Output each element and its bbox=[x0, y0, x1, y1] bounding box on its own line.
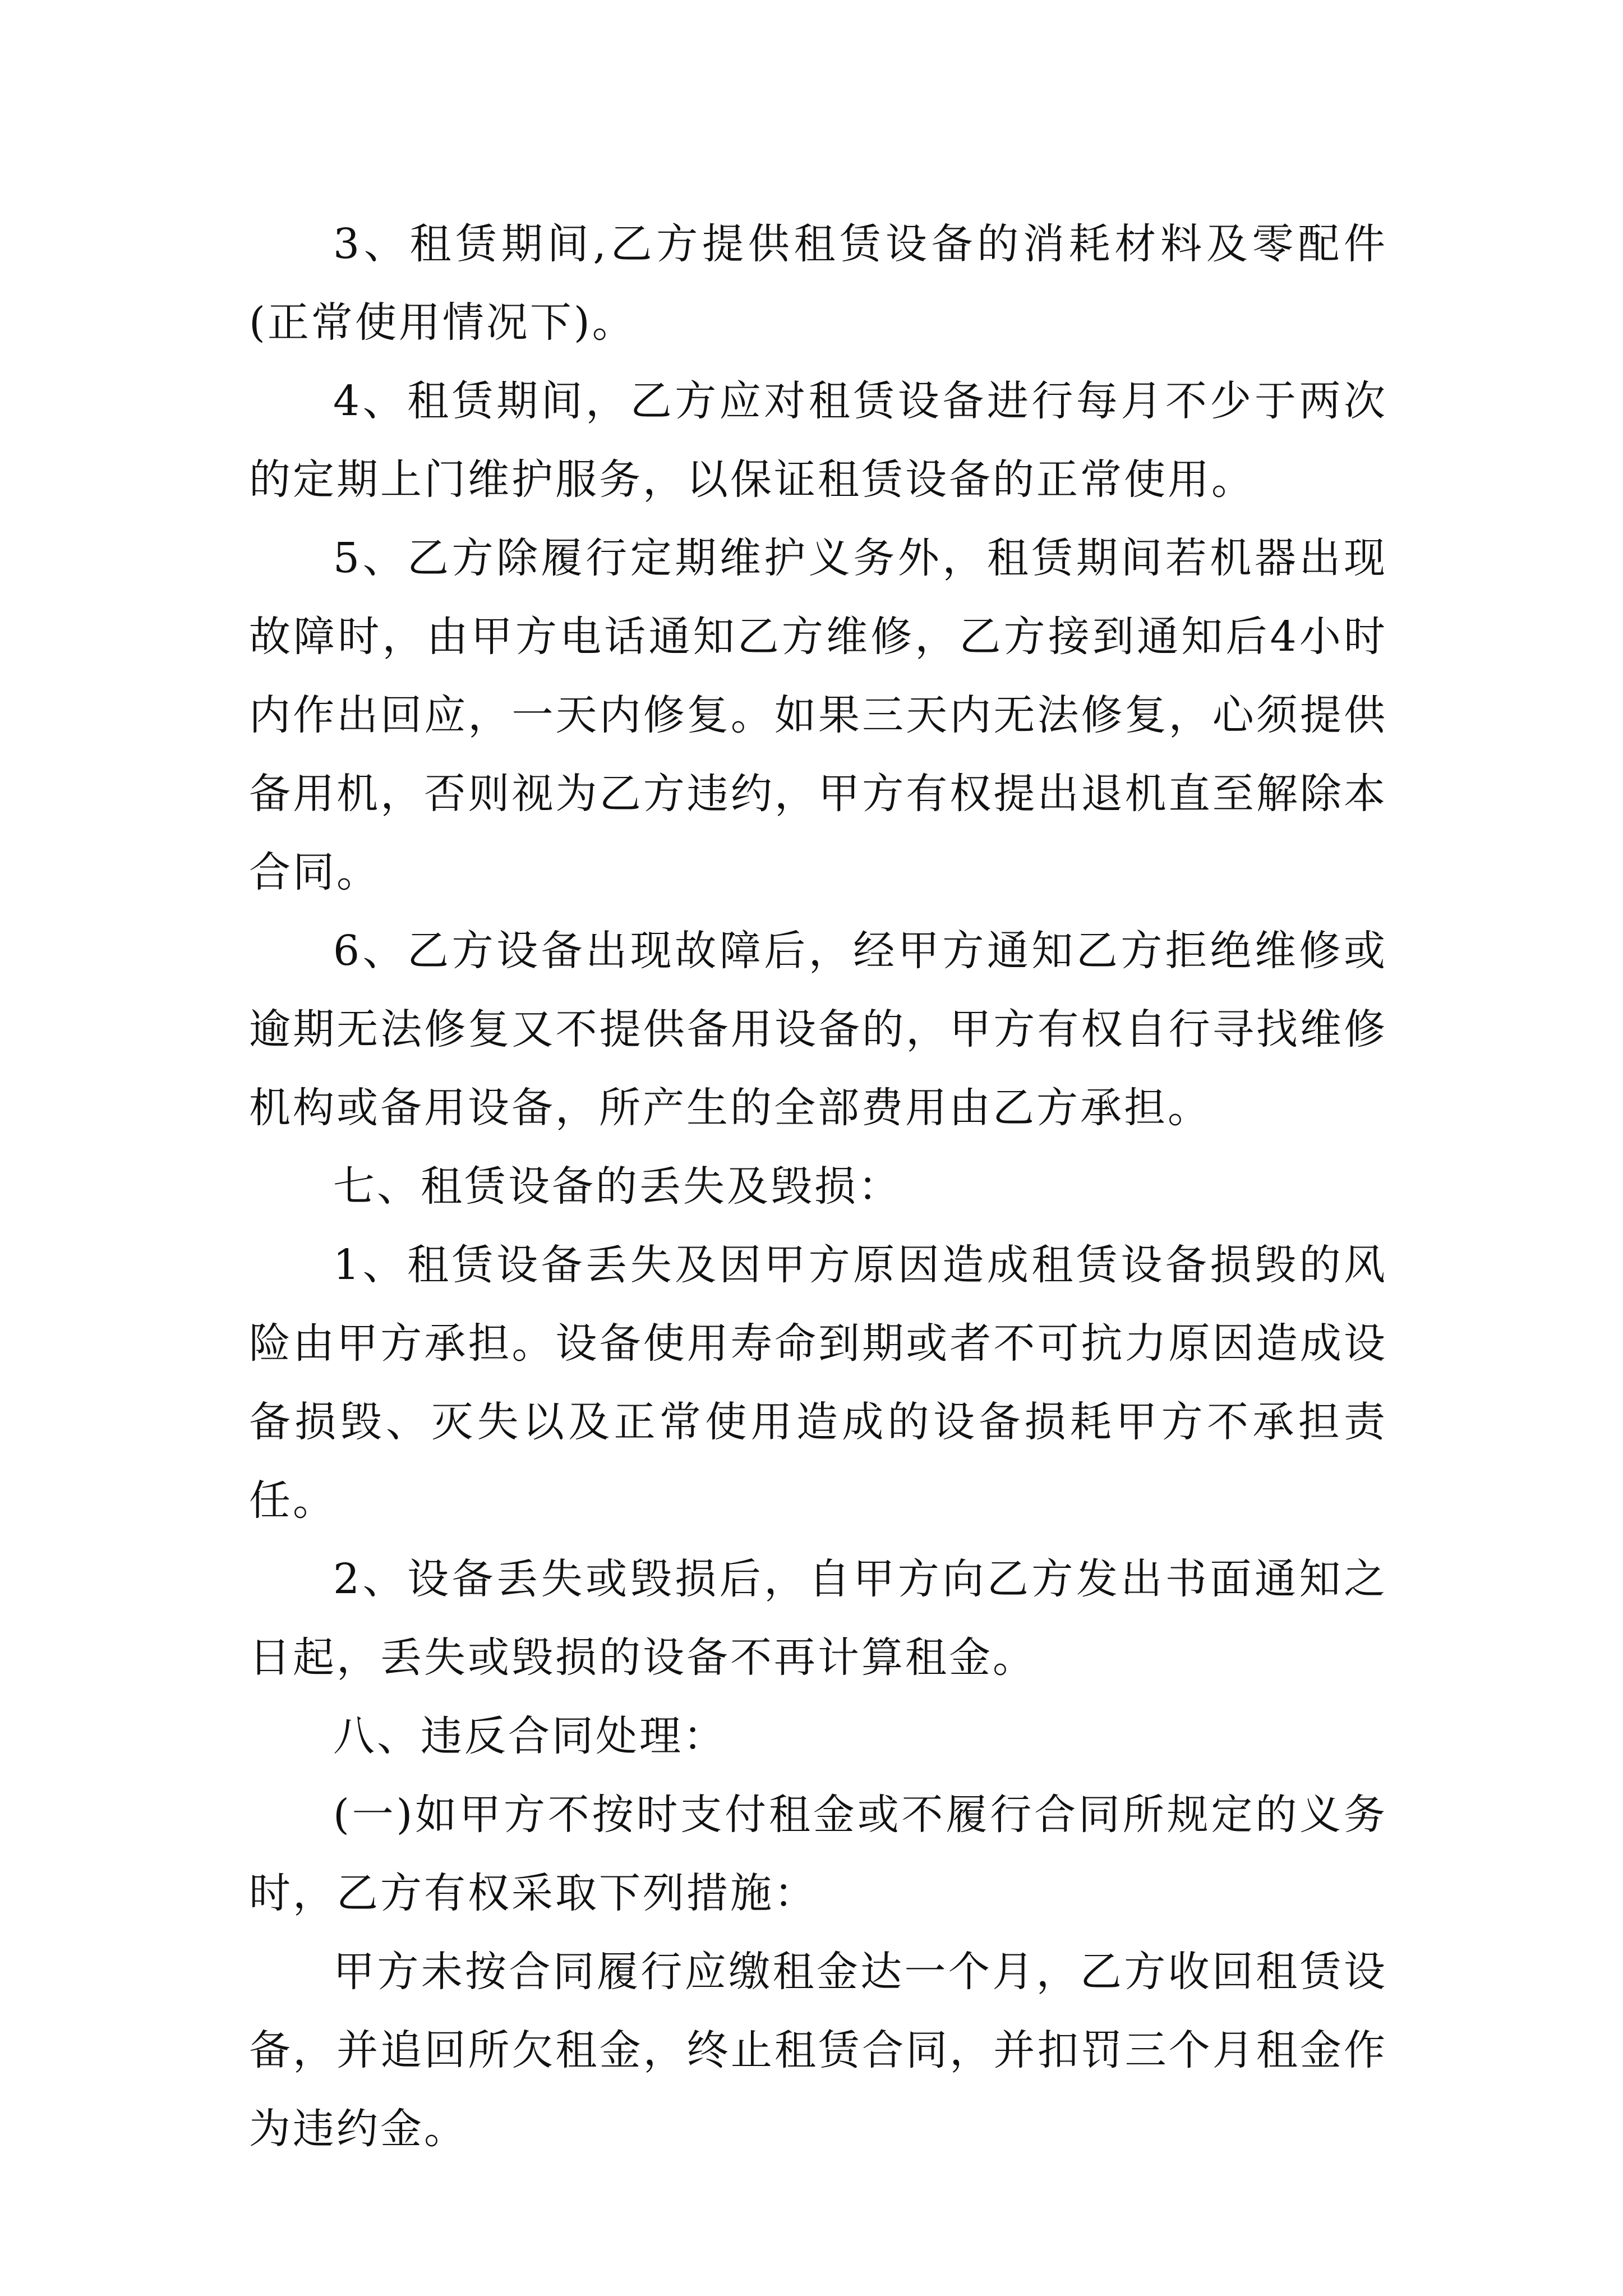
clause-7-2: 2、设备丢失或毁损后，自甲方向乙方发出书面通知之日起，丢失或毁损的设备不再计算租金。 bbox=[249, 1555, 1387, 1682]
clause-8-1-detail: 甲方未按合同履行应缴租金达一个月，乙方收回租赁设备，并追回所欠租金，终止租赁合同，并扣罚三个月租金作为违约金。 bbox=[249, 1948, 1387, 2153]
section-8-heading: 八、违反合同处理： bbox=[333, 1712, 727, 1760]
clause-8-1: (一)如甲方不按时支付租金或不履行合同所规定的义务时，乙方有权采取下列措施： bbox=[249, 1791, 1387, 1917]
clause-6-3: 3、租赁期间,乙方提供租赁设备的消耗材料及零配件(正常使用情况下)。 bbox=[249, 220, 1387, 347]
clause-6-4: 4、租赁期间，乙方应对租赁设备进行每月不少于两次的定期上门维护服务，以保证租赁设备的正常使用。 bbox=[249, 377, 1387, 504]
section-7-heading: 七、租赁设备的丢失及毁损： bbox=[333, 1162, 902, 1211]
clause-6-5: 5、乙方除履行定期维护义务外，租赁期间若机器出现故障时，由甲方电话通知乙方维修，乙方接到通知后4小时内作出回应，一天内修复。如果三天内无法修复，心须提供备用机，否则视为乙方违约，甲方有权提出退机直至解除本合同。 bbox=[249, 534, 1387, 896]
clause-6-6: 6、乙方设备出现故障后，经甲方通知乙方拒绝维修或逾期无法修复又不提供备用设备的，甲方有权自行寻找维修机构或备用设备，所产生的全部费用由乙方承担。 bbox=[249, 927, 1387, 1132]
clause-7-1: 1、租赁设备丢失及因甲方原因造成租赁设备损毁的风险由甲方承担。设备使用寿命到期或者不可抗力原因造成设备损毁、灭失以及正常使用造成的设备损耗甲方不承担责任。 bbox=[249, 1241, 1387, 1525]
document-body bbox=[249, 205, 1387, 2168]
